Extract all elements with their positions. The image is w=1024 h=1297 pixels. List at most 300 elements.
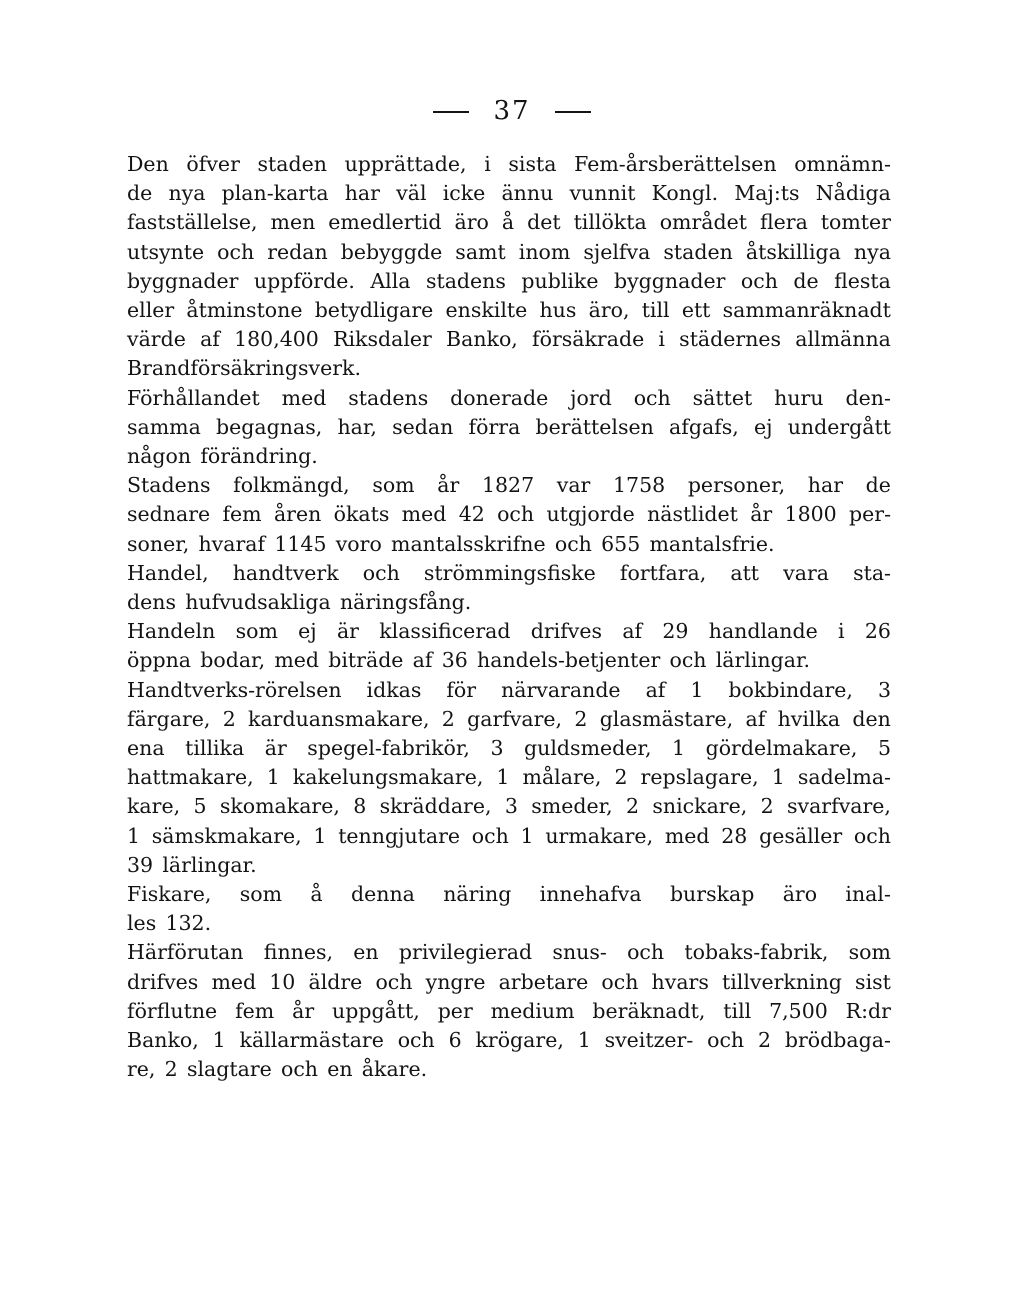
word: 2 bbox=[574, 706, 588, 731]
word: och bbox=[627, 940, 665, 965]
word: hattmakare, bbox=[127, 765, 254, 790]
word: 5 bbox=[193, 794, 207, 819]
word: 655 bbox=[601, 531, 641, 556]
word: 2 bbox=[757, 1028, 772, 1053]
word: 8 bbox=[353, 794, 367, 819]
word: Handel, bbox=[127, 560, 209, 585]
word: 132. bbox=[165, 911, 212, 936]
word: källarmästare bbox=[239, 1028, 384, 1053]
word: till bbox=[723, 998, 752, 1023]
word: äro bbox=[454, 210, 489, 235]
word: med bbox=[401, 502, 447, 527]
word: förändring. bbox=[200, 444, 318, 469]
word: utsynte bbox=[127, 239, 205, 264]
word: samma bbox=[127, 414, 201, 439]
word: 1 bbox=[690, 677, 704, 702]
word: upprättade, bbox=[344, 152, 467, 176]
word: garfvare, bbox=[467, 706, 563, 731]
word: sedan bbox=[392, 414, 454, 439]
word: i bbox=[484, 152, 491, 176]
word: lärlingar. bbox=[162, 852, 257, 877]
word: 26 bbox=[864, 619, 891, 644]
word: 1 bbox=[266, 765, 280, 790]
word: folkmängd, bbox=[233, 473, 350, 498]
word: med bbox=[281, 385, 327, 410]
word: sist bbox=[855, 969, 891, 994]
word: de bbox=[865, 473, 891, 498]
word: år bbox=[437, 473, 460, 498]
paragraph bbox=[127, 880, 891, 938]
word: undergått bbox=[787, 414, 891, 439]
word: åkare. bbox=[361, 1057, 428, 1082]
word: Nådiga bbox=[815, 181, 891, 206]
page-number: 37 bbox=[493, 96, 531, 126]
word: inom bbox=[518, 239, 571, 264]
word: Den bbox=[127, 152, 169, 176]
word: uppförde. bbox=[253, 268, 355, 293]
word: inal- bbox=[845, 882, 891, 907]
word: skomakare, bbox=[219, 794, 340, 819]
word: väl bbox=[396, 181, 427, 206]
word: soner, bbox=[127, 531, 190, 556]
text-line bbox=[127, 354, 891, 383]
word: kare, bbox=[127, 794, 181, 819]
word: de bbox=[127, 181, 153, 206]
word: förflutne bbox=[127, 998, 218, 1023]
word: tillika bbox=[185, 736, 245, 761]
word: och bbox=[397, 1028, 435, 1053]
word: smeder, bbox=[531, 794, 613, 819]
word: omnämn- bbox=[794, 152, 891, 176]
word: det bbox=[527, 210, 561, 235]
word: äro, bbox=[588, 298, 630, 323]
text-line bbox=[127, 267, 891, 296]
word: finnes, bbox=[263, 940, 334, 965]
text-line bbox=[127, 617, 891, 646]
text-line bbox=[127, 588, 891, 617]
word: burskap bbox=[669, 882, 755, 907]
header-dash-left bbox=[433, 111, 469, 113]
word: och bbox=[707, 1028, 745, 1053]
word: 2 bbox=[760, 794, 774, 819]
word: år bbox=[750, 502, 773, 527]
word: målare, bbox=[522, 765, 602, 790]
word: fortfara, bbox=[619, 560, 707, 585]
text-line bbox=[127, 238, 891, 267]
header-dash-right bbox=[555, 111, 591, 113]
word: som bbox=[235, 619, 278, 644]
word: 2 bbox=[222, 706, 236, 731]
word: med bbox=[211, 969, 257, 994]
word: en bbox=[327, 1057, 353, 1082]
word: byggnader bbox=[613, 268, 726, 293]
paragraph bbox=[127, 559, 891, 617]
word: voro bbox=[335, 531, 382, 556]
word: städernes bbox=[679, 327, 782, 352]
word: 1 bbox=[313, 823, 327, 848]
text-line bbox=[127, 325, 891, 354]
word: uppgått, bbox=[332, 998, 420, 1023]
word: mantalsfrie. bbox=[649, 531, 775, 556]
word: 1 bbox=[577, 1028, 591, 1053]
word: 29 bbox=[662, 619, 689, 644]
word: åtskilliga bbox=[745, 239, 841, 264]
word: Stadens bbox=[127, 473, 211, 498]
word: nästlidet bbox=[647, 502, 738, 527]
word: år bbox=[292, 998, 315, 1023]
word: handels-betjenter bbox=[477, 648, 661, 673]
word: strömmingsfiske bbox=[423, 560, 596, 585]
word: nya bbox=[168, 181, 206, 206]
word: sadelma- bbox=[797, 765, 891, 790]
word: skräddare, bbox=[379, 794, 492, 819]
text-line bbox=[127, 208, 891, 237]
word: och bbox=[280, 1057, 319, 1082]
word: var bbox=[556, 473, 591, 498]
word: Banko, bbox=[127, 1028, 199, 1053]
word: klassificerad bbox=[379, 619, 511, 644]
text-line bbox=[127, 646, 891, 675]
word: och bbox=[601, 969, 639, 994]
word: publike bbox=[521, 268, 599, 293]
word: och bbox=[471, 823, 509, 848]
word: handtverk bbox=[232, 560, 339, 585]
word: 6 bbox=[448, 1028, 462, 1053]
word: af bbox=[745, 706, 766, 731]
word: Fiskare, bbox=[127, 882, 212, 907]
word: 2 bbox=[164, 1057, 178, 1082]
word: innehafva bbox=[539, 882, 642, 907]
word: har bbox=[344, 181, 380, 206]
word: med bbox=[664, 823, 710, 848]
word: hvilka bbox=[777, 706, 841, 731]
word: 36 bbox=[441, 648, 468, 673]
word: jord bbox=[570, 385, 612, 410]
word: Riksdaler bbox=[333, 327, 432, 352]
word: flesta bbox=[834, 268, 891, 293]
word: hufvudsakliga bbox=[185, 590, 331, 615]
word: 42 bbox=[458, 502, 485, 527]
text-line bbox=[127, 968, 891, 997]
word: har bbox=[807, 473, 844, 498]
word: donerade bbox=[450, 385, 549, 410]
word: och bbox=[497, 502, 535, 527]
word: sveitzer- bbox=[604, 1028, 694, 1053]
text-line bbox=[127, 471, 891, 500]
word: 1 bbox=[672, 736, 686, 761]
word: värde bbox=[127, 327, 186, 352]
word: ännu bbox=[501, 181, 554, 206]
word: repslagare, bbox=[640, 765, 759, 790]
word: och bbox=[740, 268, 778, 293]
text-line bbox=[127, 1055, 891, 1084]
paragraph bbox=[127, 384, 891, 472]
word: i bbox=[658, 327, 665, 352]
word: staden bbox=[663, 239, 733, 264]
word: privilegierad bbox=[398, 940, 533, 965]
word: vara bbox=[783, 560, 829, 585]
word: brödbaga- bbox=[784, 1028, 891, 1053]
word: de bbox=[793, 268, 819, 293]
word: den bbox=[852, 706, 891, 731]
word: och bbox=[554, 531, 592, 556]
word: är bbox=[336, 619, 359, 644]
word: betydligare bbox=[314, 298, 434, 323]
word: är bbox=[264, 736, 287, 761]
word: 3 bbox=[490, 736, 504, 761]
page-header bbox=[0, 96, 1024, 126]
text-line bbox=[127, 909, 891, 938]
word: 1 bbox=[496, 765, 510, 790]
word: krögare, bbox=[475, 1028, 564, 1053]
word: plan-karta bbox=[221, 181, 329, 206]
word: sta- bbox=[853, 560, 891, 585]
word: 39 bbox=[127, 852, 154, 877]
word: och bbox=[362, 560, 400, 585]
word: området bbox=[659, 210, 747, 235]
text-line bbox=[127, 938, 891, 967]
word: som bbox=[239, 882, 283, 907]
word: som bbox=[848, 940, 891, 965]
word: sättet bbox=[692, 385, 753, 410]
word: förra bbox=[468, 414, 521, 439]
word: 1800 bbox=[784, 502, 837, 527]
text-line bbox=[127, 500, 891, 529]
text-line bbox=[127, 997, 891, 1026]
word: ett bbox=[681, 298, 711, 323]
word: ena bbox=[127, 736, 165, 761]
word: gördelmakare, bbox=[705, 736, 858, 761]
word: Kongl. bbox=[651, 181, 719, 206]
word: afgafs, bbox=[669, 414, 739, 439]
word: att bbox=[730, 560, 760, 585]
text-line bbox=[127, 530, 891, 559]
word: beräknadt, bbox=[592, 998, 706, 1023]
word: spegel-fabrikör, bbox=[307, 736, 470, 761]
word: har, bbox=[337, 414, 377, 439]
word: 7,500 bbox=[769, 998, 828, 1023]
word: öfver bbox=[186, 152, 240, 176]
word: samt bbox=[455, 239, 506, 264]
word: någon bbox=[127, 444, 192, 469]
word: icke bbox=[442, 181, 486, 206]
word: åtminstone bbox=[186, 298, 303, 323]
word: lärlingar. bbox=[715, 648, 811, 673]
word: 3 bbox=[504, 794, 518, 819]
word: af bbox=[412, 648, 433, 673]
word: re, bbox=[127, 1057, 156, 1082]
word: å bbox=[501, 210, 515, 235]
word: äldre bbox=[308, 969, 363, 994]
word: per bbox=[437, 998, 473, 1023]
word: 1 bbox=[212, 1028, 226, 1053]
word: Härförutan bbox=[127, 940, 244, 965]
word: 180,400 bbox=[234, 327, 319, 352]
word: ej bbox=[754, 414, 773, 439]
word: medium bbox=[490, 998, 575, 1023]
word: svarfvare, bbox=[786, 794, 891, 819]
word: vunnit bbox=[569, 181, 636, 206]
word: hus bbox=[539, 298, 577, 323]
word: sjelfva bbox=[583, 239, 651, 264]
word: mantalsskrifne bbox=[391, 531, 546, 556]
word: hvars bbox=[651, 969, 709, 994]
word: bodar, bbox=[200, 648, 266, 673]
word: 1827 bbox=[481, 473, 535, 498]
text-line bbox=[127, 792, 891, 821]
word: näringsfång. bbox=[339, 590, 472, 615]
word: 28 bbox=[721, 823, 748, 848]
word: äro bbox=[782, 882, 818, 907]
word: öppna bbox=[127, 648, 192, 673]
word: bebyggde bbox=[340, 239, 443, 264]
word: glasmästare, bbox=[599, 706, 734, 731]
word: nya bbox=[853, 239, 891, 264]
text-line bbox=[127, 1026, 891, 1055]
word: personer, bbox=[687, 473, 786, 498]
word: R:dr bbox=[845, 998, 891, 1023]
word: snus- bbox=[552, 940, 607, 965]
word: hvaraf bbox=[198, 531, 266, 556]
word: urmakare, bbox=[545, 823, 654, 848]
word: som bbox=[372, 473, 415, 498]
word: 1 bbox=[127, 823, 141, 848]
paragraph bbox=[127, 150, 891, 384]
word: snickare, bbox=[652, 794, 748, 819]
text-line bbox=[127, 179, 891, 208]
word: gesäller bbox=[759, 823, 843, 848]
paragraph bbox=[127, 938, 891, 1084]
word: sednare bbox=[127, 502, 211, 527]
word: enskilte bbox=[445, 298, 528, 323]
text-line bbox=[127, 384, 891, 413]
word: Handeln bbox=[127, 619, 216, 644]
word: redan bbox=[267, 239, 328, 264]
word: 2 bbox=[441, 706, 455, 731]
word: drifves bbox=[530, 619, 603, 644]
word: idkas bbox=[366, 677, 422, 702]
text-line bbox=[127, 442, 891, 471]
text-line bbox=[127, 880, 891, 909]
text-line bbox=[127, 150, 891, 179]
text-line bbox=[127, 763, 891, 792]
word: med bbox=[274, 648, 320, 673]
word: ökats bbox=[333, 502, 390, 527]
word: guldsmeder, bbox=[524, 736, 652, 761]
word: 1 bbox=[520, 823, 534, 848]
word: och bbox=[669, 648, 707, 673]
text-line bbox=[127, 851, 891, 880]
word: 1758 bbox=[613, 473, 666, 498]
word: huru bbox=[774, 385, 824, 410]
word: och bbox=[217, 239, 255, 264]
word: för bbox=[446, 677, 477, 702]
word: Fem-årsberättelsen bbox=[574, 152, 777, 176]
word: sista bbox=[508, 152, 557, 176]
word: af bbox=[622, 619, 643, 644]
word: fastställelse, bbox=[127, 210, 258, 235]
word: af bbox=[200, 327, 220, 352]
word: handlande bbox=[708, 619, 818, 644]
word: Maj:ts bbox=[734, 181, 800, 206]
word: sämskmakare, bbox=[151, 823, 302, 848]
word: staden bbox=[257, 152, 327, 176]
word: 2 bbox=[614, 765, 628, 790]
word: Alla bbox=[370, 268, 411, 293]
word: drifves bbox=[127, 969, 199, 994]
word: och bbox=[375, 969, 413, 994]
word: och bbox=[633, 385, 671, 410]
word: kakelungsmakare, bbox=[292, 765, 484, 790]
text-line bbox=[127, 676, 891, 705]
word: byggnader bbox=[127, 268, 239, 293]
word: tomter bbox=[820, 210, 891, 235]
word: 2 bbox=[626, 794, 640, 819]
word: per- bbox=[849, 502, 891, 527]
word: tenngjutare bbox=[338, 823, 461, 848]
text-line bbox=[127, 822, 891, 851]
word: tillverkning bbox=[721, 969, 842, 994]
word: slagtare bbox=[186, 1057, 272, 1082]
word: berättelsen bbox=[535, 414, 654, 439]
word: fem bbox=[222, 502, 262, 527]
word: sammanräknadt bbox=[722, 298, 891, 323]
word: flera bbox=[759, 210, 808, 235]
word: 1145 bbox=[274, 531, 327, 556]
word: färgare, bbox=[127, 706, 211, 731]
word: men bbox=[270, 210, 316, 235]
word: tillökta bbox=[573, 210, 647, 235]
word: 3 bbox=[877, 677, 891, 702]
word: en bbox=[353, 940, 379, 965]
word: eller bbox=[127, 298, 175, 323]
word: karduansmakare, bbox=[248, 706, 430, 731]
word: biträde bbox=[328, 648, 404, 673]
text-line bbox=[127, 705, 891, 734]
word: den- bbox=[845, 385, 891, 410]
word: försäkrade bbox=[532, 327, 645, 352]
word: till bbox=[641, 298, 670, 323]
word: utgjorde bbox=[546, 502, 635, 527]
word: tobaks-fabrik, bbox=[684, 940, 829, 965]
word: yngre bbox=[425, 969, 486, 994]
word: ej bbox=[298, 619, 317, 644]
word: stadens bbox=[425, 268, 506, 293]
word: allmänna bbox=[795, 327, 891, 352]
text-line bbox=[127, 734, 891, 763]
text-line bbox=[127, 296, 891, 325]
word: arbetare bbox=[498, 969, 589, 994]
word: af bbox=[645, 677, 666, 702]
paragraph bbox=[127, 617, 891, 675]
word: i bbox=[838, 619, 845, 644]
word: dens bbox=[127, 590, 176, 615]
word: Handtverks-rörelsen bbox=[127, 677, 342, 702]
word: närvarande bbox=[501, 677, 621, 702]
word: 5 bbox=[877, 736, 891, 761]
word: 10 bbox=[269, 969, 296, 994]
text-line bbox=[127, 559, 891, 588]
word: näring bbox=[443, 882, 512, 907]
word: Banko, bbox=[446, 327, 518, 352]
word: les bbox=[127, 911, 157, 936]
text-line bbox=[127, 413, 891, 442]
word: fem bbox=[235, 998, 275, 1023]
paragraph bbox=[127, 676, 891, 880]
word: åren bbox=[273, 502, 322, 527]
word: å bbox=[310, 882, 323, 907]
body-text bbox=[127, 150, 891, 1085]
